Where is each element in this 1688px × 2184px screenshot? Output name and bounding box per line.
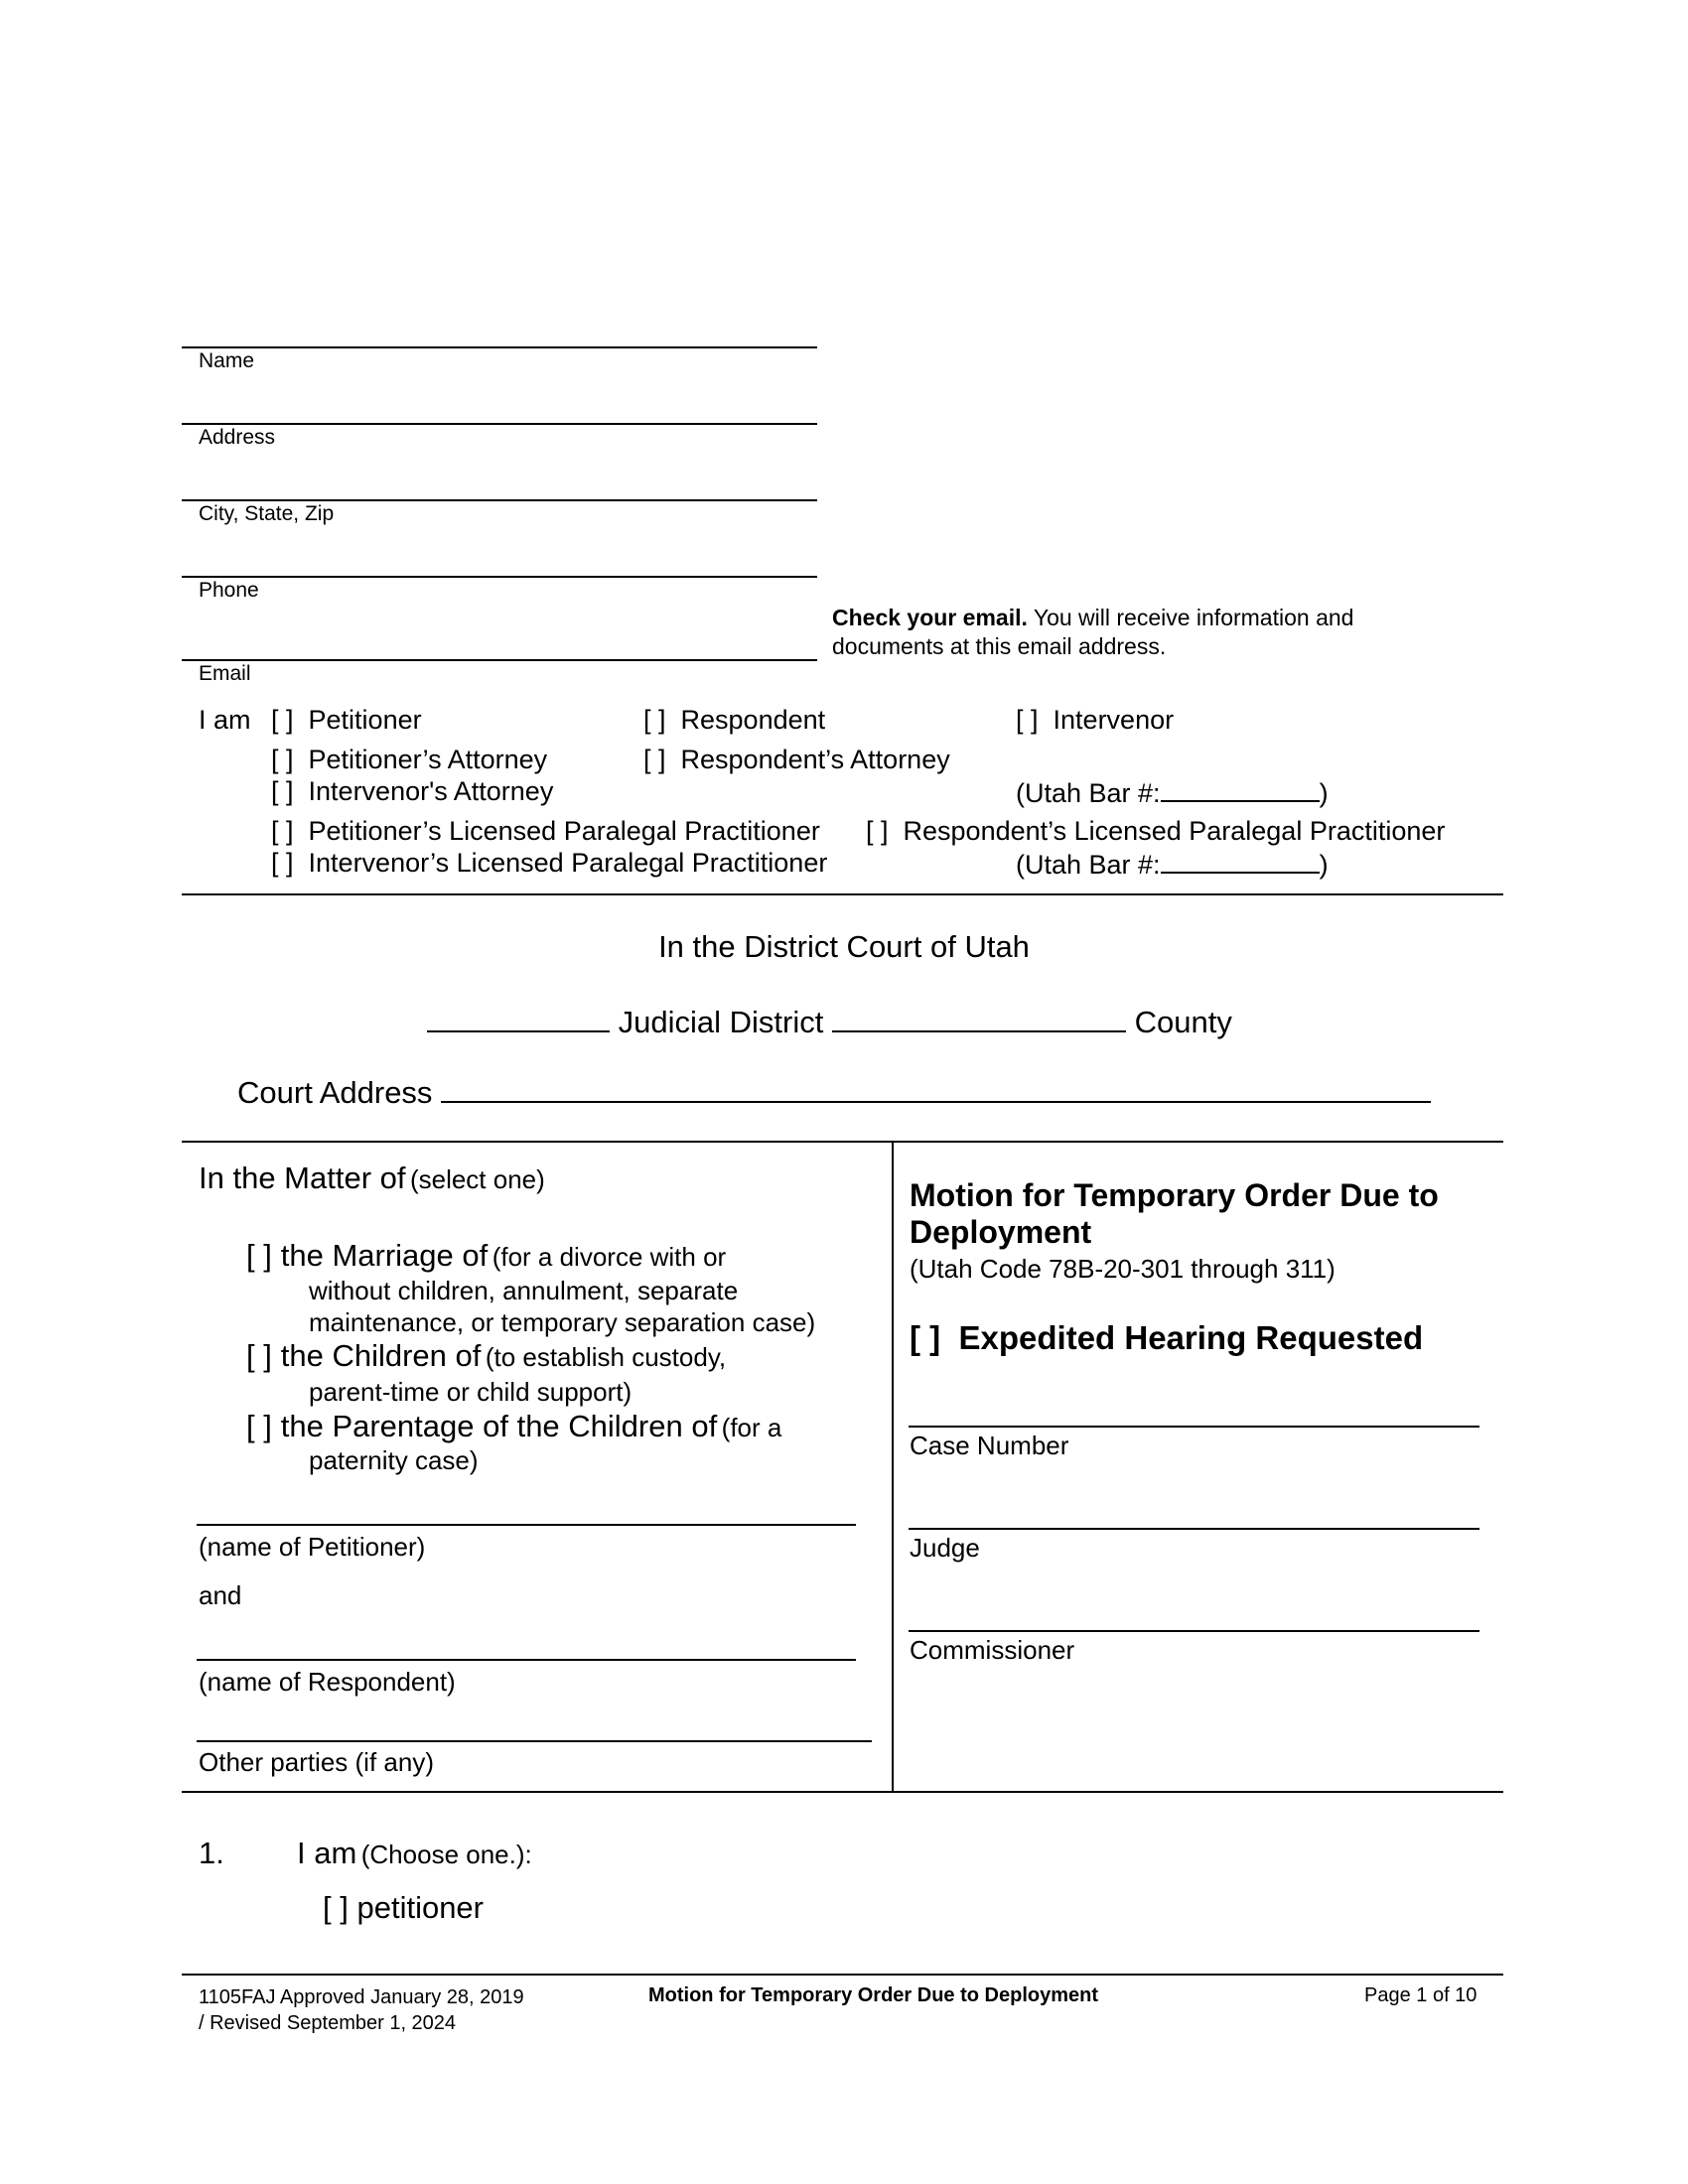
matter-heading-note: (select one)	[409, 1164, 545, 1194]
checkbox[interactable]: [ ]	[246, 1238, 272, 1273]
utah-bar-field-1[interactable]	[1016, 776, 1329, 809]
option-label: Petitioner’s Licensed Paralegal Practitioner	[308, 816, 820, 846]
checkbox[interactable]: [ ]	[271, 745, 294, 774]
item-1-heading	[297, 1836, 532, 1871]
children-option[interactable]	[246, 1338, 726, 1374]
motion-title	[910, 1177, 1439, 1251]
parentage-option[interactable]	[246, 1409, 781, 1444]
checkbox[interactable]: [ ]	[910, 1319, 941, 1356]
judicial-district-label: Judicial District	[618, 1005, 824, 1039]
caption-bottom-border	[182, 1791, 1503, 1793]
checkbox[interactable]: [ ]	[271, 848, 294, 878]
email-note	[832, 604, 1353, 661]
option-label: Petitioner’s Attorney	[308, 745, 548, 774]
expedited-option[interactable]	[910, 1319, 1423, 1357]
bar-label: (Utah Bar #:	[1016, 850, 1161, 880]
marriage-note-rest	[309, 1275, 815, 1338]
email-line[interactable]	[182, 659, 817, 661]
and-label: and	[199, 1580, 242, 1610]
respondent-lpp-option[interactable]	[866, 816, 1445, 847]
checkbox[interactable]: [ ]	[271, 776, 294, 806]
intervenor-lpp-option[interactable]	[271, 848, 827, 879]
petitioner-name-label: (name of Petitioner)	[199, 1532, 426, 1562]
children-note1: (to establish custody,	[485, 1342, 727, 1372]
i-am-label: I am	[199, 705, 251, 735]
district-county-line	[427, 1001, 1232, 1040]
respondent-name-label: (name of Respondent)	[199, 1667, 456, 1697]
petitioner-name-line[interactable]	[197, 1524, 856, 1526]
checkbox[interactable]: [ ]	[271, 705, 294, 735]
footer-title: Motion for Temporary Order Due to Deployment	[648, 1984, 1098, 2006]
bar-number-line[interactable]	[1161, 776, 1320, 802]
footer-rule	[182, 1974, 1503, 1976]
petitioner-choice[interactable]	[323, 1890, 484, 1926]
petitioner-attorney-option[interactable]	[271, 745, 547, 775]
bar-close: )	[1319, 778, 1329, 808]
choose-text: (Choose one.):	[360, 1840, 532, 1869]
caption-divider	[892, 1142, 894, 1791]
bar-number-line[interactable]	[1161, 848, 1320, 874]
matter-heading-text: In the Matter of	[199, 1160, 406, 1195]
petitioner-lpp-option[interactable]	[271, 816, 820, 847]
respondent-attorney-option[interactable]	[643, 745, 950, 775]
name-line[interactable]	[182, 346, 817, 348]
phone-label: Phone	[199, 579, 259, 602]
commissioner-label: Commissioner	[910, 1635, 1075, 1665]
children-note2: parent-time or child support)	[309, 1377, 633, 1407]
judge-label: Judge	[910, 1533, 980, 1563]
form-id-line1: 1105FAJ Approved January 28, 2019	[199, 1986, 524, 2008]
expedited-label: Expedited Hearing Requested	[958, 1319, 1424, 1356]
parentage-note2: paternity case)	[309, 1445, 479, 1475]
phone-line[interactable]	[182, 576, 817, 578]
children-main: the Children of	[280, 1338, 482, 1373]
checkbox[interactable]: [ ]	[643, 745, 666, 774]
district-number-line[interactable]	[427, 1001, 610, 1032]
option-label: Intervenor's Attorney	[308, 776, 554, 806]
option-label: Respondent’s Licensed Paralegal Practitioner	[903, 816, 1446, 846]
court-address-row	[237, 1071, 1431, 1111]
matter-heading	[199, 1160, 545, 1196]
option-label: Intervenor’s Licensed Paralegal Practitioner	[308, 848, 828, 878]
option-label: Respondent	[680, 705, 826, 735]
court-title: In the District Court of Utah	[658, 929, 1030, 964]
item-number: 1.	[199, 1836, 224, 1870]
utah-bar-field-2[interactable]	[1016, 848, 1329, 881]
caption-top-border	[182, 1141, 1503, 1143]
email-note-bold: Check your email.	[832, 605, 1028, 630]
checkbox[interactable]: [ ]	[246, 1338, 272, 1373]
motion-title-line1: Motion for Temporary Order Due to	[910, 1177, 1439, 1213]
marriage-option[interactable]	[246, 1238, 726, 1274]
page-number: Page 1 of 10	[1364, 1984, 1477, 2006]
other-parties-label: Other parties (if any)	[199, 1747, 434, 1777]
form-id-line2: / Revised September 1, 2024	[199, 2012, 457, 2034]
intervenor-attorney-option[interactable]	[271, 776, 553, 807]
city-line[interactable]	[182, 499, 817, 501]
checkbox[interactable]: [ ]	[323, 1890, 349, 1925]
address-label: Address	[199, 426, 276, 449]
court-address-line[interactable]	[441, 1071, 1431, 1103]
option-label: Intervenor	[1053, 705, 1175, 735]
motion-code: (Utah Code 78B-20-301 through 311)	[910, 1254, 1336, 1284]
checkbox[interactable]: [ ]	[1016, 705, 1039, 735]
name-label: Name	[199, 349, 255, 372]
divider-top	[182, 893, 1503, 895]
motion-title-line2: Deployment	[910, 1214, 1092, 1250]
petitioner-option[interactable]	[271, 705, 422, 736]
option-label: Petitioner	[308, 705, 422, 735]
petitioner-choice-label: petitioner	[356, 1890, 484, 1925]
other-parties-line[interactable]	[197, 1740, 872, 1742]
commissioner-line[interactable]	[909, 1630, 1479, 1632]
i-am-text: I am	[297, 1836, 357, 1870]
case-number-label: Case Number	[910, 1431, 1069, 1460]
city-label: City, State, Zip	[199, 502, 335, 525]
respondent-name-line[interactable]	[197, 1659, 856, 1661]
respondent-option[interactable]	[643, 705, 825, 736]
checkbox[interactable]: [ ]	[271, 816, 294, 846]
court-address-label: Court Address	[237, 1075, 433, 1110]
checkbox[interactable]: [ ]	[246, 1409, 272, 1443]
checkbox[interactable]: [ ]	[866, 816, 889, 846]
marriage-note3: maintenance, or temporary separation case)	[309, 1307, 816, 1337]
intervenor-option[interactable]	[1016, 705, 1174, 736]
address-line[interactable]	[182, 423, 817, 425]
case-number-line[interactable]	[909, 1426, 1479, 1428]
judge-line[interactable]	[909, 1528, 1479, 1530]
county-name-line[interactable]	[832, 1001, 1126, 1032]
parentage-main: the Parentage of the Children of	[280, 1409, 718, 1443]
marriage-note2: without children, annulment, separate	[309, 1276, 739, 1305]
form-id	[199, 1984, 524, 2036]
county-label: County	[1134, 1005, 1232, 1039]
bar-label: (Utah Bar #:	[1016, 778, 1161, 808]
checkbox[interactable]: [ ]	[643, 705, 666, 735]
marriage-note1: (for a divorce with or	[492, 1242, 727, 1272]
email-note-line1: You will receive information and	[1027, 605, 1354, 630]
option-label: Respondent’s Attorney	[680, 745, 950, 774]
parentage-note1: (for a	[721, 1413, 782, 1442]
marriage-main: the Marriage of	[280, 1238, 489, 1273]
email-label: Email	[199, 662, 251, 685]
bar-close: )	[1319, 850, 1329, 880]
email-note-line2: documents at this email address.	[832, 633, 1167, 659]
